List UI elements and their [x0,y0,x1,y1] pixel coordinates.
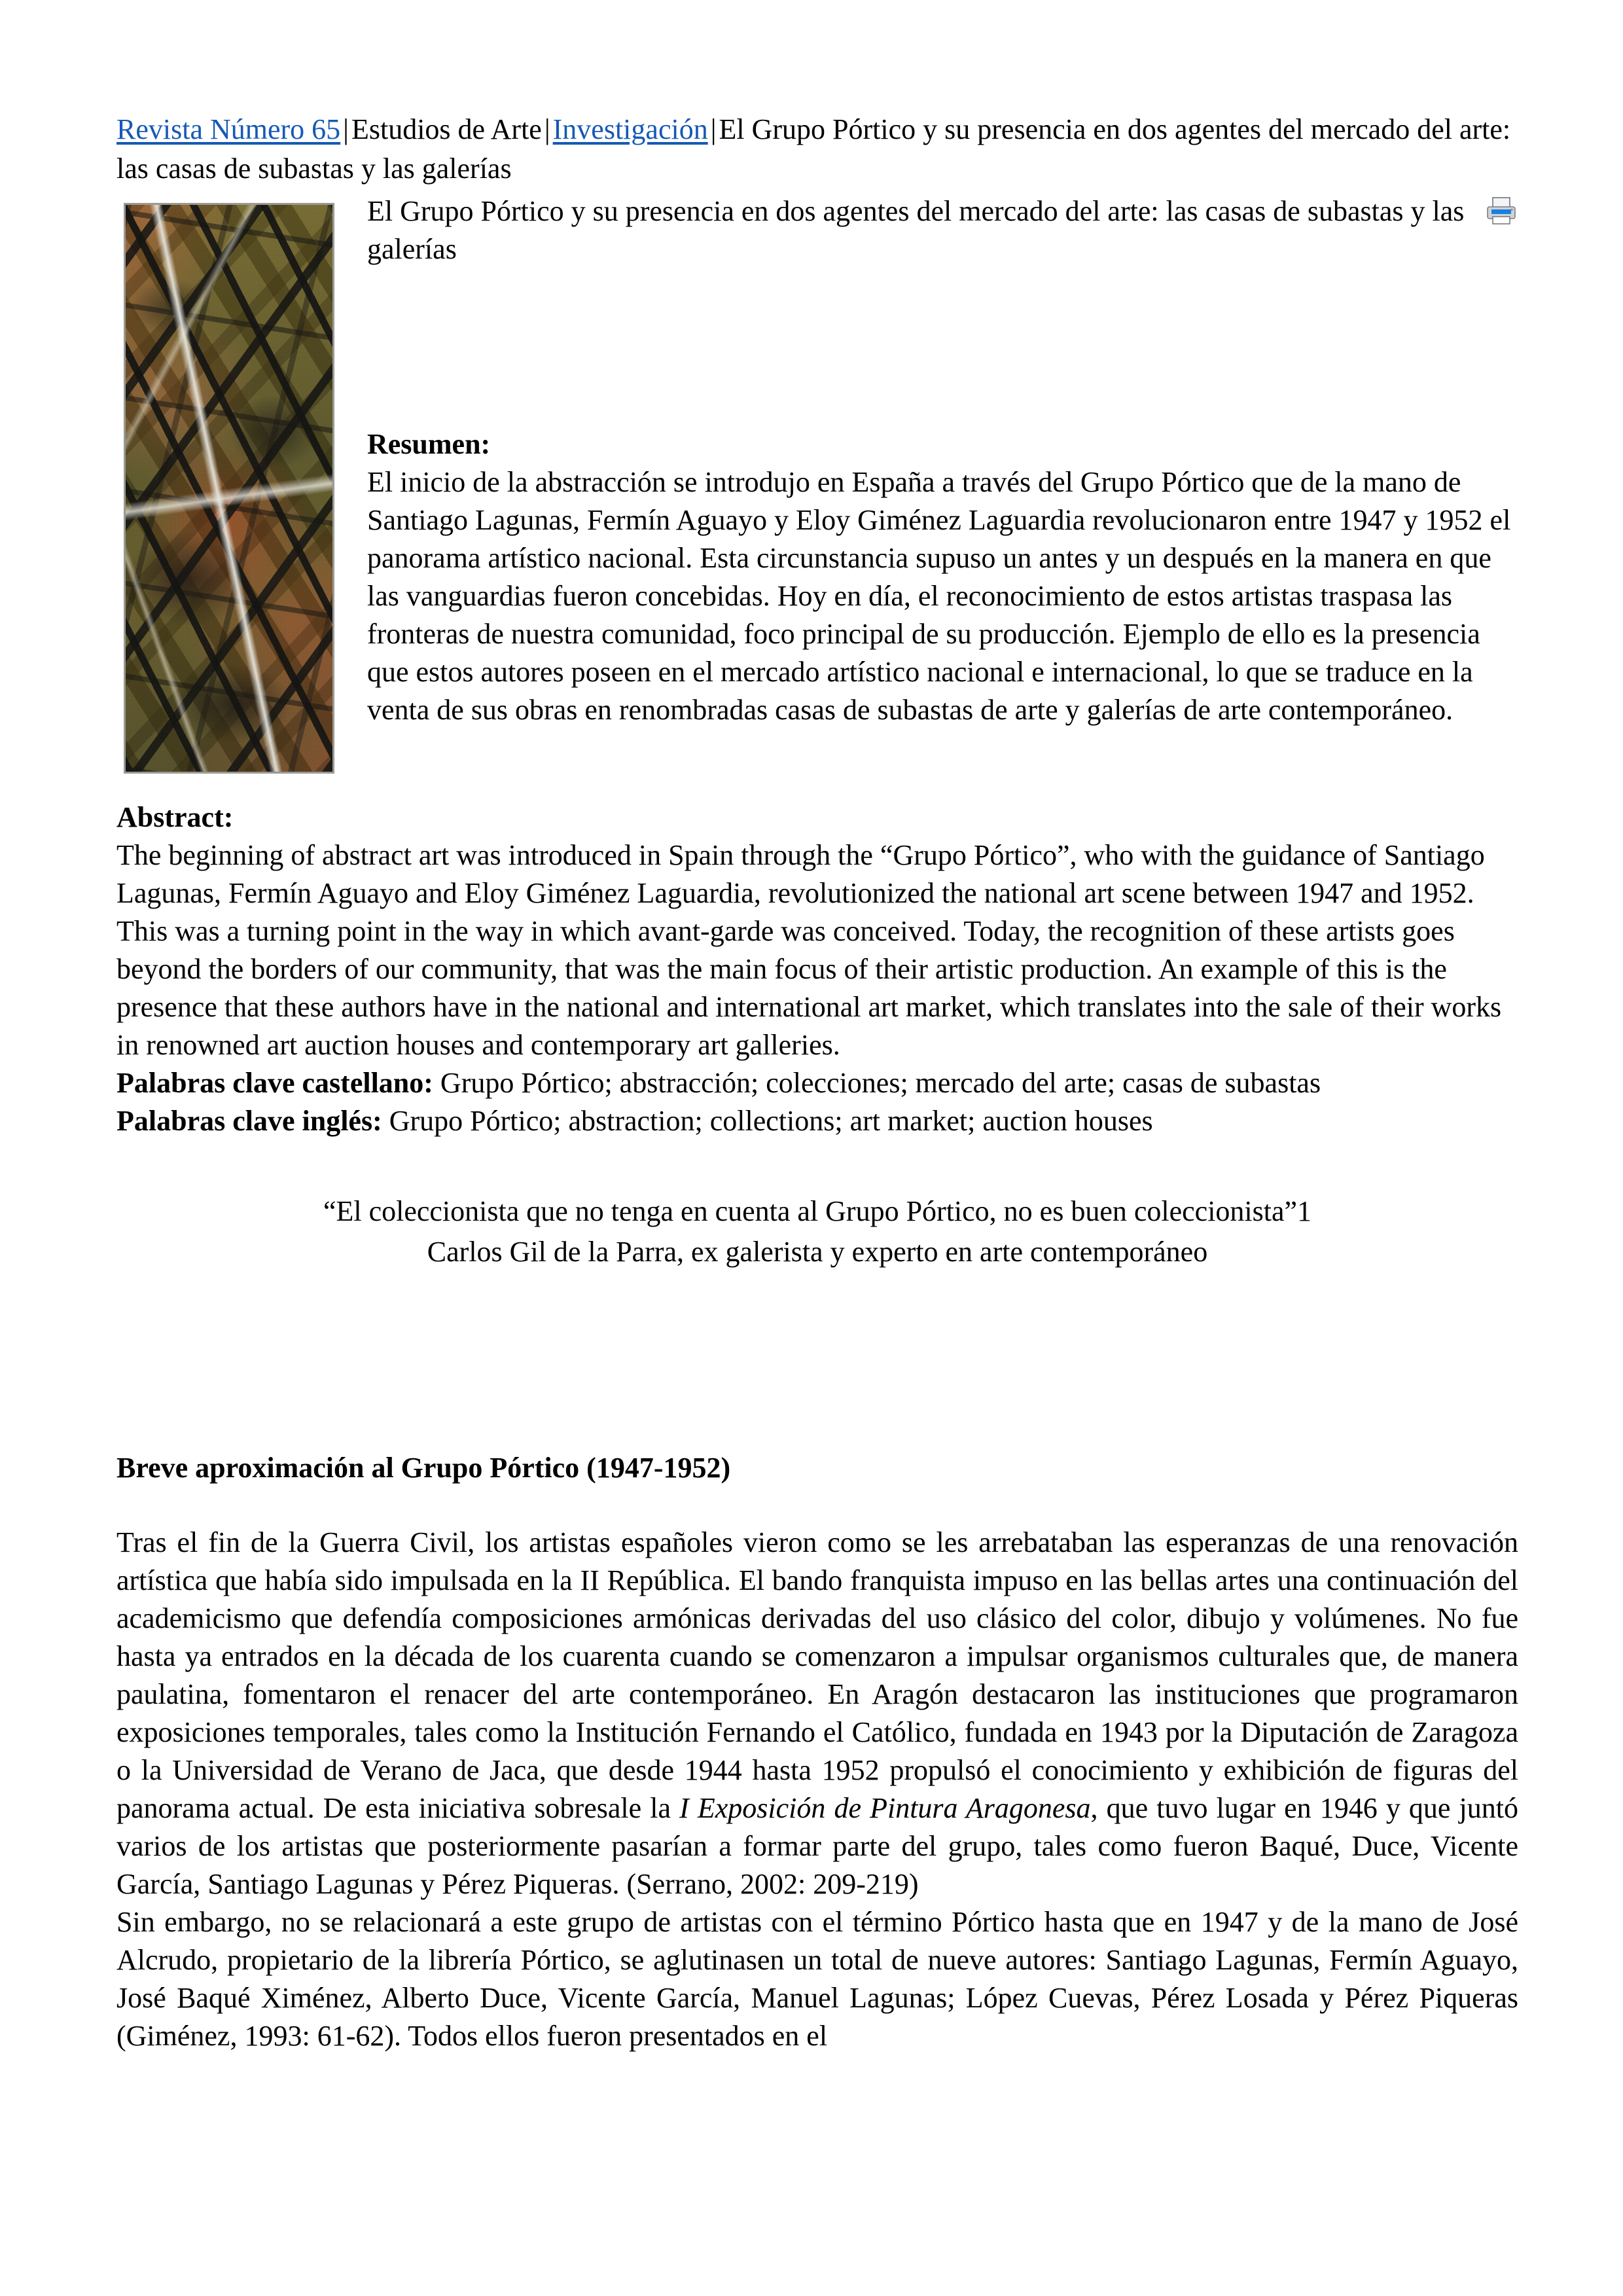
breadcrumb-separator-1: | [343,113,349,145]
keywords-spanish [116,1064,1518,1102]
resumen-label: Resumen: [367,428,491,460]
section-paragraph-2: Sin embargo, no se relacionará a este grupo de artistas con el término Pórtico hasta que en 1947 y de la mano de José Alcrudo, propietario de la librería Pórtico, se aglutinasen un total de nueve autores: Santiago Lagunas, Fermín Aguayo, José Baqué Ximénez, Alberto Duce, Vicente García, Manuel Lagunas; López Cuevas, Pérez Losada y Pérez Piqueras (Giménez, 1993: 61-62). Todos ellos fueron presentados en el [116,1906,1518,2052]
epigraph-quote: “El coleccionista que no tenga en cuenta al Grupo Pórtico, no es buen coleccionista”1 [323,1195,1312,1227]
section-paragraph-1-italic-title: I Exposición de Pintura Aragonesa [679,1792,1091,1824]
section-paragraph-1-part-b: , que tuvo lugar en 1946 y que juntó varios de los artistas que posteriormente pasarían a formar parte del grupo, tales como fueron Baqué, Duce, Vicente García, Santiago Lagunas y Pérez Piqueras. (Serrano, 2002: 209-219) [116,1792,1518,1900]
breadcrumb-link-investigacion[interactable]: Investigación [552,113,708,145]
keywords-english-label: Palabras clave inglés: [116,1105,382,1137]
epigraph-block [116,1191,1518,1272]
abstract-section [116,781,1518,2055]
keywords-spanish-value: Grupo Pórtico; abstracción; colecciones; mercado del arte; casas de subastas [440,1067,1321,1099]
keywords-english [116,1102,1518,1140]
keywords-english-value: Grupo Pórtico; abstraction; collections; art market; auction houses [389,1105,1153,1137]
abstract-label: Abstract: [116,801,234,833]
breadcrumb-link-revista[interactable]: Revista Número 65 [116,113,341,145]
breadcrumb-separator-2: | [544,113,550,145]
article-figure [118,198,340,780]
breadcrumb-separator-3: | [710,113,717,145]
printer-icon[interactable] [1484,196,1518,226]
painting-image [124,203,334,774]
breadcrumb-item-estudios-de-arte[interactable]: Estudios de Arte [351,113,542,145]
epigraph-attribution: Carlos Gil de la Parra, ex galerista y experto en arte contemporáneo [427,1236,1208,1268]
page-title: El Grupo Pórtico y su presencia en dos agentes del mercado del arte: las casas de subastas y las galerías [367,195,1465,265]
section-paragraph-1-part-a: Tras el fin de la Guerra Civil, los artistas españoles vieron como se les arrebataban las esperanzas de una renovación artística que había sido impulsada en la II República. El bando franquista impuso en las bellas artes una continuación del academicismo que defendía composiciones armónicas derivadas del uso clásico del color, dibujo y volúmenes. No fue hasta ya entrados en la década de los cuarenta cuando se comenzaron a impulsar organismos culturales que, de manera paulatina, fomentaron el renacer del arte contemporáneo. En Aragón destacaron las instituciones que programaron exposiciones temporales, tales como la Institución Fernando el Católico, fundada en 1943 por la Diputación de Zaragoza o la Universidad de Verano de Jaca, que desde 1944 hasta 1952 propulsó el conocimiento y exhibición de figuras del panorama actual. De esta iniciativa sobresale la [116,1526,1518,1824]
article-head [116,192,1518,781]
section-paragraph-1 [116,1524,1518,1903]
section-heading-breve-aproximacion: Breve aproximación al Grupo Pórtico (1947-1952) [116,1452,731,1484]
resumen-text: El inicio de la abstracción se introdujo en España a través del Grupo Pórtico que de la mano de Santiago Lagunas, Fermín Aguayo y Eloy Giménez Laguardia revolucionaron entre 1947 y 1952 el panorama artístico nacional. Esta circunstancia supuso un antes y un después en la manera en que las vanguardias fueron concebidas. Hoy en día, el reconocimiento de estos artistas traspasa las fronteras de nuestra comunidad, foco principal de su producción. Ejemplo de ello es la presencia que estos autores poseen en el mercado artístico nacional e internacional, lo que se traduce en la venta de sus obras en renombradas casas de subastas de arte y galerías de arte contemporáneo. [367,466,1511,726]
keywords-spanish-label: Palabras clave castellano: [116,1067,433,1099]
painting-grain-layer [126,205,332,772]
title-row [367,192,1518,729]
abstract-text: The beginning of abstract art was introduced in Spain through the “Grupo Pórtico”, who with the guidance of Santiago Lagunas, Fermín Aguayo and Eloy Giménez Laguardia, revolutionized the national art scene between 1947 and 1952. This was a turning point in the way in which avant-garde was conceived. Today, the recognition of these artists goes beyond the borders of our community, that was the main focus of their artistic production. An example of this is the presence that these authors have in the national and international art market, which translates into the sale of their works in renowned art auction houses and contemporary art galleries. [116,839,1502,1061]
resumen-block [367,425,1518,729]
breadcrumb [116,110,1518,188]
breadcrumb-current-page: El Grupo Pórtico y su presencia en dos agentes del mercado del arte: las casas de subastas y las galerías [116,113,1511,185]
